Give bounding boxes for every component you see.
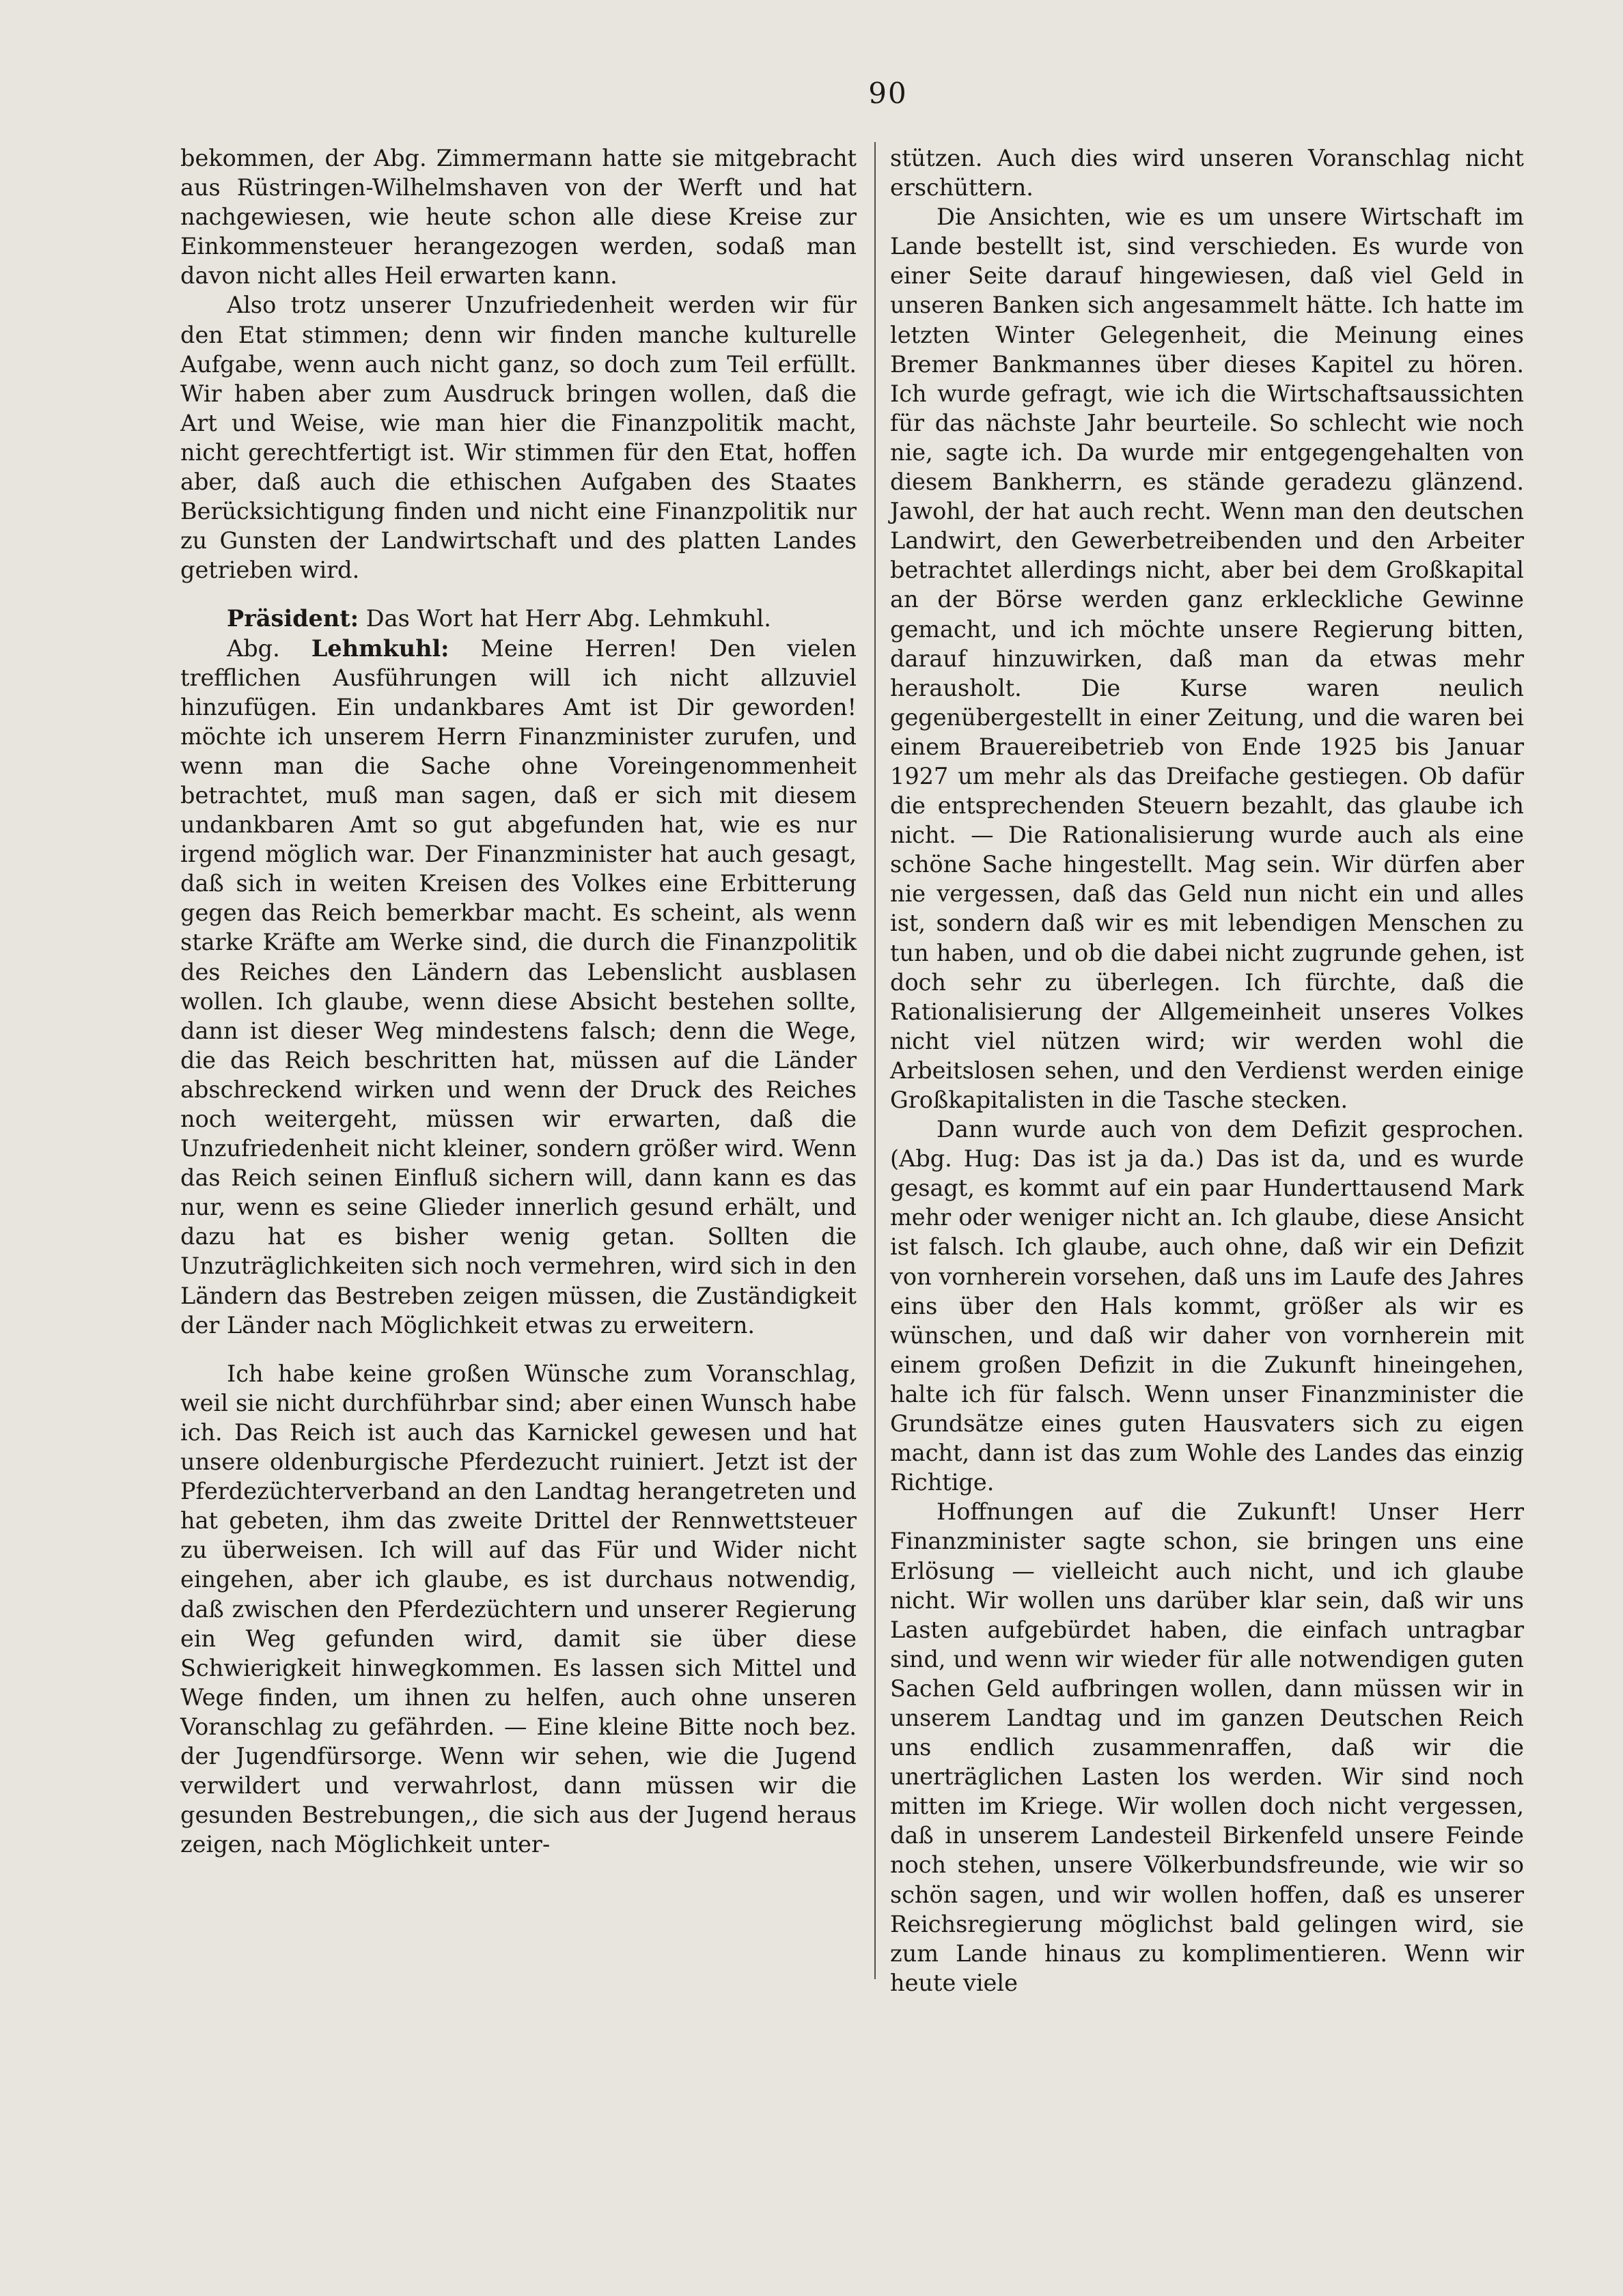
speaker-title: Abg. <box>227 634 280 662</box>
speaker-paragraph <box>180 604 857 633</box>
paragraph: Ich habe keine großen Wünsche zum Voranschlag, weil sie nicht durchführbar sind; aber einen Wunsch habe ich. Das Reich ist auch das Karnickel gewesen und hat unsere oldenburgische Pferdezucht ruiniert. Jetzt ist der Pferdezüchterverband an den Landtag herangetreten und hat gebeten, ihm das zweite Drittel der Rennwettsteuer zu überweisen. Ich will auf das Für und Wider nicht eingehen, aber ich glaube, es ist durchaus notwendig, daß zwischen den Pferdezüchtern und unserer Regierung ein Weg gefunden wird, damit sie über diese Schwierigkeit hinwegkommen. Es lassen sich Mittel und Wege finden, um ihnen zu helfen, auch ohne unseren Voranschlag zu gefährden. — Eine kleine Bitte noch bez. der Jugendfürsorge. Wenn wir sehen, wie die Jugend verwildert und verwahrlost, dann müssen wir die gesunden Bestrebungen,, die sich aus der Jugend heraus zeigen, nach Möglichkeit unter- <box>180 1360 857 1858</box>
paragraph: stützen. Auch dies wird unseren Voranschlag nicht erschüttern. <box>890 145 1524 201</box>
right-column <box>890 143 1524 1998</box>
speech-text: Das Wort hat Herr Abg. Lehmkuhl. <box>365 605 771 632</box>
paragraph: Dann wurde auch von dem Defizit gesprochen. (Abg. Hug: Das ist ja da.) Das ist da, und es wurde gesagt, es kommt auf ein paar Hunderttausend Mark mehr oder weniger nicht an. Ich glaube, diese Ansicht ist falsch. Ich glaube, auch ohne, daß wir ein Defizit von vornherein vorsehen, daß uns im Laufe des Jahres eins über den Hals kommt, größer als wir es wünschen, und daß wir daher von vornherein mit einem großen Defizit in die Zukunft hineingehen, halte ich für falsch. Wenn unser Finanzminister die Grundsätze eines guten Hausvaters sich zu eigen macht, dann ist das zum Wohle des Landes das einzig Richtige. <box>890 1116 1524 1496</box>
speaker-paragraph <box>180 634 857 1340</box>
speaker-name: Präsident: <box>227 605 359 632</box>
paragraph: bekommen, der Abg. Zimmermann hatte sie mitgebracht aus Rüstringen-Wilhelmshaven von der Werft und hat nachgewiesen, wie heute schon alle diese Kreise zur Einkommensteuer herangezogen werden, sodaß man davon nicht alles Heil erwarten kann. <box>180 145 857 290</box>
speech-text: Meine Herren! Den vielen trefflichen Ausführungen will ich nicht allzuviel hinzufügen. Ein undankbares Amt ist Dir geworden! möchte ich unserem Herrn Finanzminister zurufen, und wenn man die Sache ohne Voreingenommenheit betrachtet, muß man sagen, daß er sich mit diesem undankbaren Amt so gut abgefunden hat, wie es nur irgend möglich war. Der Finanzminister hat auch gesagt, daß sich in weiten Kreisen des Volkes eine Erbitterung gegen das Reich bemerkbar macht. Es scheint, als wenn starke Kräfte am Werke sind, die durch die Finanzpolitik des Reiches den Ländern das Lebenslicht ausblasen wollen. Ich glaube, wenn diese Absicht bestehen sollte, dann ist dieser Weg mindestens falsch; denn die Wege, die das Reich beschritten hat, müssen auf die Länder abschreckend wirken und wenn der Druck des Reiches noch weitergeht, müssen wir erwarten, daß die Unzufriedenheit nicht kleiner, sondern größer wird. Wenn das Reich seinen Einfluß sichern will, dann kann es das nur, wenn es seine Glieder innerlich gesund erhält, und dazu hat es bisher wenig getan. Sollten die Unzuträglichkeiten sich noch vermehren, wird sich in den Ländern das Bestreben zeigen müssen, die Zuständigkeit der Länder nach Möglichkeit etwas zu erweitern. <box>180 634 857 1339</box>
paragraph: Die Ansichten, wie es um unsere Wirtschaft im Lande bestellt ist, sind verschieden. Es wurde von einer Seite darauf hingewiesen, daß viel Geld in unseren Banken sich angesammelt hätte. Ich hatte im letzten Winter Gelegenheit, die Meinung eines Bremer Bankmannes über dieses Kapitel zu hören. Ich wurde gefragt, wie ich die Wirtschaftsaussichten für das nächste Jahr beurteile. So schlecht wie noch nie, sagte ich. Da wurde mir entgegengehalten von diesem Bankherrn, es stände geradezu glänzend. Jawohl, der hat auch recht. Wenn man den deutschen Landwirt, den Gewerbetreibenden und den Arbeiter betrachtet allerdings nicht, aber bei dem Großkapital an der Börse werden ganz erkleckliche Gewinne gemacht, und ich möchte unsere Regierung bitten, darauf hinzuwirken, daß man da etwas mehr herausholt. Die Kurse waren neulich gegenübergestellt in einer Zeitung, und die waren bei einem Brauereibetrieb von Ende 1925 bis Januar 1927 um mehr als das Dreifache gestiegen. Ob dafür die entsprechenden Steuern bezahlt, das glaube ich nicht. — Die Rationalisierung wurde auch als eine schöne Sache hingestellt. Mag sein. Wir dürfen aber nie vergessen, daß das Geld nun nicht ein und alles ist, sondern daß wir es mit lebendigen Menschen zu tun haben, und ob die dabei nicht zugrunde gehen, ist doch sehr zu überlegen. Ich fürchte, daß die Rationalisierung der Allgemeinheit unseres Volkes nicht viel nützen wird; wir werden wohl die Arbeitslosen sehen, und den Verdienst werden einige Großkapitalisten in die Tasche stecken. <box>890 204 1524 1113</box>
page-number: 90 <box>868 76 908 110</box>
column-divider <box>874 142 876 1979</box>
left-column <box>180 143 857 1859</box>
paragraph: Also trotz unserer Unzufriedenheit werden wir für den Etat stimmen; denn wir finden manche kulturelle Aufgabe, wenn auch nicht ganz, so doch zum Teil erfüllt. Wir haben aber zum Ausdruck bringen wollen, daß die Art und Weise, wie man hier die Finanzpolitik macht, nicht gerechtfertigt ist. Wir stimmen für den Etat, hoffen aber, daß auch die ethischen Aufgaben des Staates Berücksichtigung finden und nicht eine Finanzpolitik nur zu Gunsten der Landwirtschaft und des platten Landes getrieben wird. <box>180 292 857 584</box>
paragraph: Hoffnungen auf die Zukunft! Unser Herr Finanzminister sagte schon, sie bringen uns eine Erlösung — vielleicht auch nicht, und ich glaube nicht. Wir wollen uns darüber klar sein, daß wir uns Lasten aufgebürdet haben, die einfach untragbar sind, und wenn wir wieder für alle notwendigen guten Sachen Geld aufbringen wollen, dann müssen wir in unserem Landtag und im ganzen Deutschen Reich uns endlich zusammenraffen, daß wir die unerträglichen Lasten los werden. Wir sind noch mitten im Kriege. Wir wollen doch nicht vergessen, daß in unserem Landesteil Birkenfeld unsere Feinde noch stehen, unsere Völkerbundsfreunde, wie wir so schön sagen, und wir wollen hoffen, daß es unserer Reichsregierung möglichst bald gelingen wird, sie zum Lande hinaus zu komplimentieren. Wenn wir heute viele <box>890 1498 1524 1996</box>
speaker-name: Lehmkuhl: <box>311 634 449 662</box>
